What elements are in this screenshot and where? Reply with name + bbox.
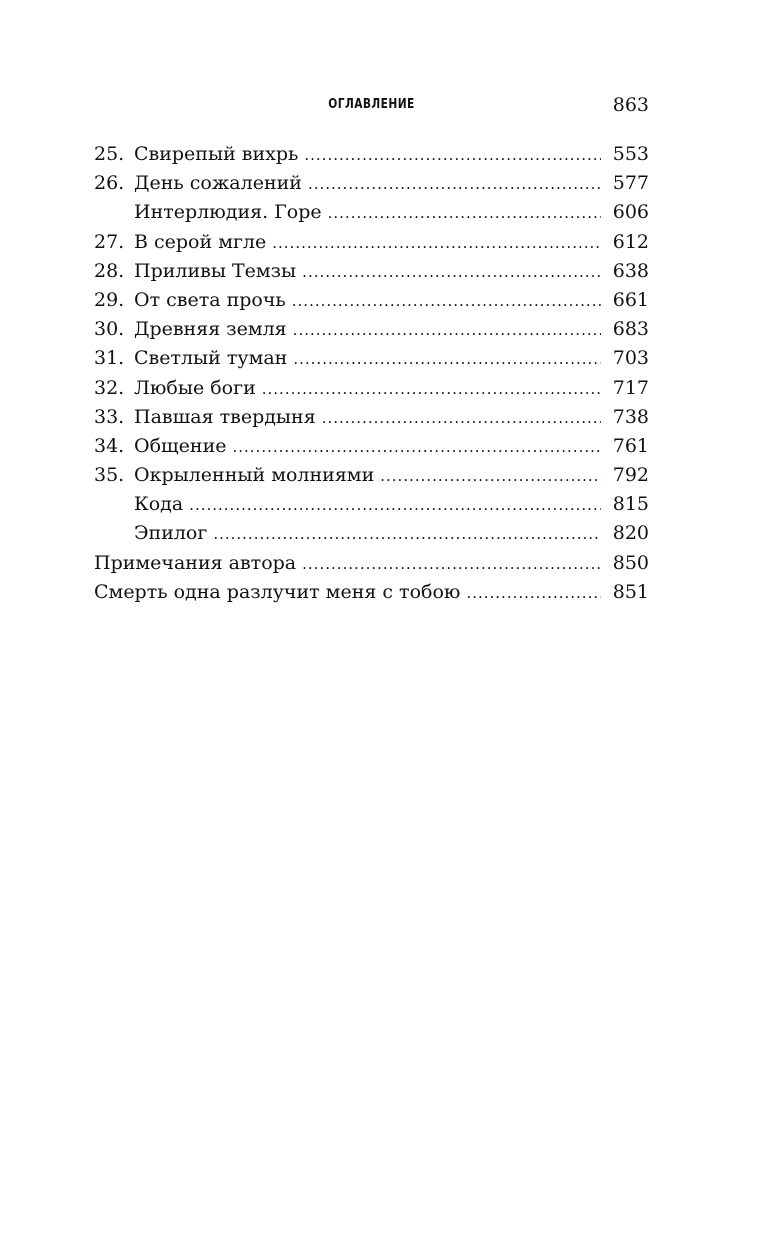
entry-title: Приливы Темзы: [134, 259, 297, 282]
dot-leader: [328, 206, 601, 221]
toc-entry: [94, 374, 649, 403]
toc-entry: [94, 169, 649, 198]
toc-entry: [94, 315, 649, 344]
toc-entry: [94, 286, 649, 315]
entry-page-number: 851: [612, 580, 649, 603]
entry-title: Кода: [134, 493, 184, 516]
dot-leader: [380, 469, 600, 484]
table-of-contents: [94, 140, 649, 607]
entry-page-number: 850: [612, 551, 649, 574]
toc-entry: [94, 432, 649, 461]
entry-page-number: 661: [612, 288, 649, 311]
chapter-number: 28.: [94, 259, 125, 282]
toc-entry: [94, 490, 649, 519]
entry-title: Интерлюдия. Горе: [134, 201, 322, 224]
running-title: ОГЛАВЛЕНИЕ: [328, 97, 415, 112]
toc-entry: [94, 461, 649, 490]
toc-entry: [94, 140, 649, 169]
toc-entry: [94, 578, 649, 607]
chapter-number: 33.: [94, 405, 125, 428]
dot-leader: [302, 557, 601, 572]
chapter-number: 27.: [94, 230, 125, 253]
toc-entry: [94, 228, 649, 257]
toc-entry: [94, 198, 649, 227]
entry-page-number: 717: [612, 376, 649, 399]
page-header: [94, 94, 649, 120]
dot-leader: [189, 498, 601, 513]
dot-leader: [308, 177, 601, 192]
toc-entry: [94, 549, 649, 578]
entry-title: Общение: [134, 434, 227, 457]
chapter-number: 26.: [94, 172, 125, 195]
dot-leader: [293, 352, 600, 367]
entry-title: Эпилог: [134, 522, 208, 545]
entry-title: Свирепый вихрь: [134, 143, 299, 165]
entry-page-number: 612: [612, 230, 649, 253]
toc-entry: [94, 344, 649, 373]
chapter-number: 35.: [94, 464, 125, 487]
entry-page-number: 553: [612, 143, 649, 165]
chapter-number: 34.: [94, 434, 125, 457]
entry-page-number: 577: [612, 172, 649, 195]
chapter-number: 31.: [94, 347, 125, 370]
entry-page-number: 761: [612, 434, 649, 457]
entry-page-number: 820: [612, 522, 649, 545]
dot-leader: [272, 236, 600, 251]
dot-leader: [302, 265, 601, 280]
entry-page-number: 815: [612, 493, 649, 516]
page-number: 863: [612, 94, 649, 116]
dot-leader: [293, 323, 601, 338]
entry-title: Смерть одна разлучит меня с тобою: [94, 580, 461, 603]
chapter-number: 29.: [94, 288, 125, 311]
dot-leader: [233, 440, 601, 455]
entry-title: Павшая твердыня: [134, 405, 316, 428]
dot-leader: [262, 382, 601, 397]
dot-leader: [322, 411, 601, 426]
toc-entry: [94, 257, 649, 286]
entry-title: Любые боги: [134, 376, 256, 399]
entry-page-number: 606: [612, 201, 649, 224]
entry-title: От света прочь: [134, 288, 286, 311]
dot-leader: [292, 294, 601, 309]
chapter-number: 25.: [94, 143, 125, 165]
dot-leader: [304, 148, 600, 163]
toc-entry: [94, 403, 649, 432]
entry-page-number: 703: [612, 347, 649, 370]
chapter-number: 32.: [94, 376, 125, 399]
entry-title: Светлый туман: [134, 347, 288, 370]
entry-page-number: 738: [612, 405, 649, 428]
entry-title: В серой мгле: [134, 230, 267, 253]
entry-page-number: 683: [612, 318, 649, 341]
chapter-number: 30.: [94, 318, 125, 341]
dot-leader: [466, 586, 600, 601]
entry-title: Древняя земля: [134, 318, 287, 341]
toc-entry: [94, 519, 649, 548]
entry-title: День сожалений: [134, 172, 302, 195]
entry-title: Примечания автора: [94, 551, 297, 574]
entry-page-number: 638: [612, 259, 649, 282]
dot-leader: [213, 527, 600, 542]
entry-page-number: 792: [612, 464, 649, 487]
entry-title: Окрыленный молниями: [134, 464, 375, 487]
